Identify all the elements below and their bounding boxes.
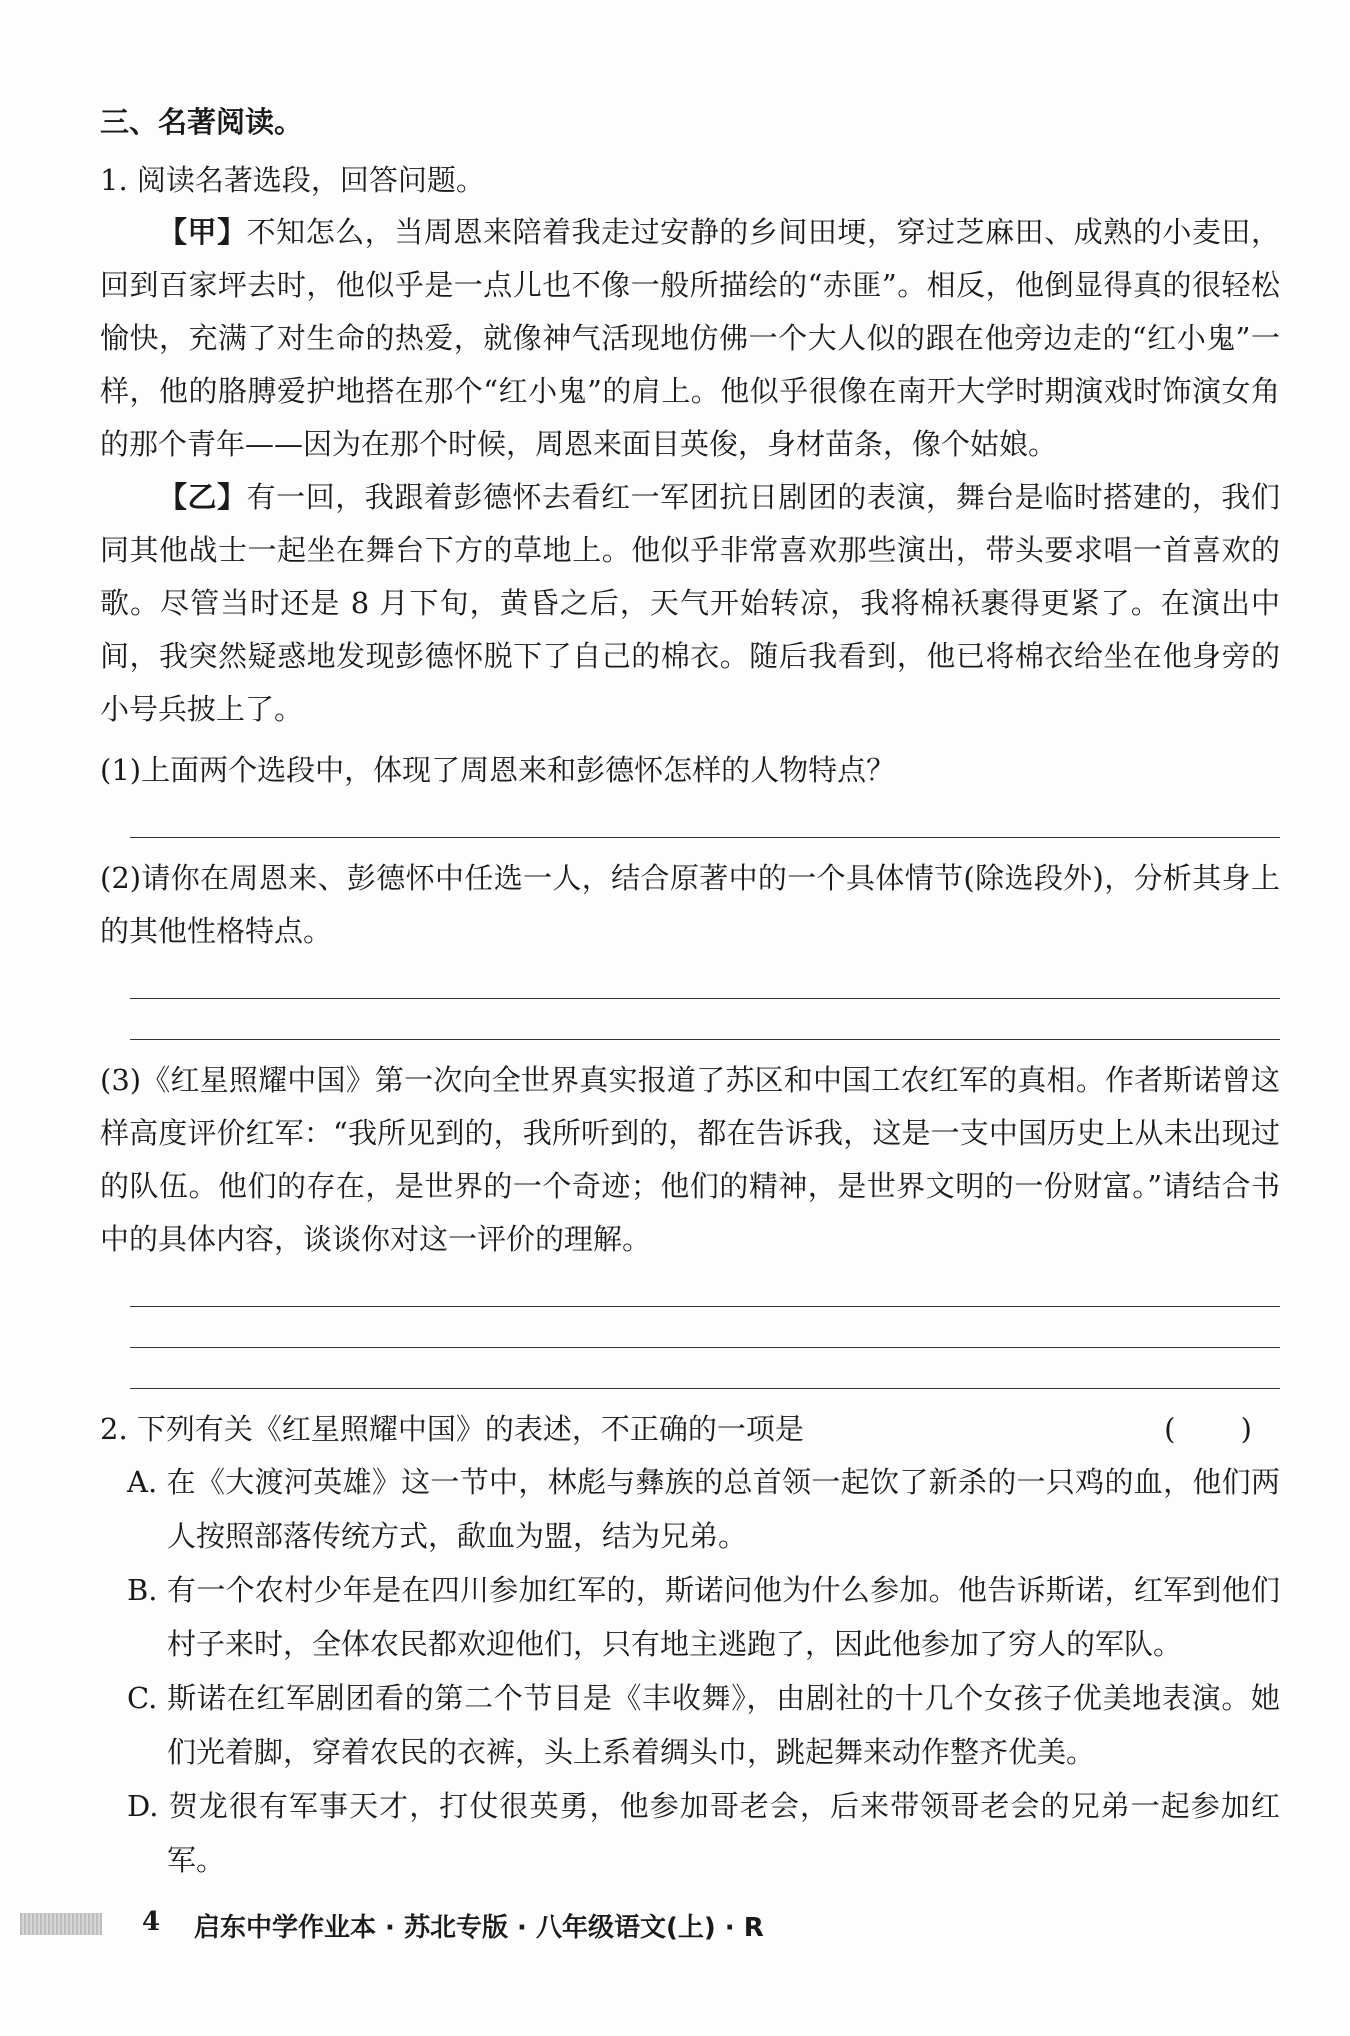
- page-content: [100, 96, 1280, 1887]
- answer-line[interactable]: [130, 1307, 1280, 1348]
- answer-line[interactable]: [130, 1348, 1280, 1389]
- footer-decoration: [20, 1913, 102, 1935]
- sub-question-1: (1)上面两个选段中，体现了周恩来和彭德怀怎样的人物特点？: [100, 753, 896, 787]
- sub-question-2: (2)请你在周恩来、彭德怀中任选一人，结合原著中的一个具体情节(除选段外)，分析其身上的其他性格特点。: [100, 861, 1280, 948]
- option-a: A. 在《大渡河英雄》这一节中，林彪与彝族的总首领一起饮了新杀的一只鸡的血，他们两人按照部落传统方式，歃血为盟，结为兄弟。: [127, 1465, 1280, 1553]
- passage-b-text: 有一回，我跟着彭德怀去看红一军团抗日剧团的表演，舞台是临时搭建的，我们同其他战士一起坐在舞台下方的草地上。他似乎非常喜欢那些演出，带头要求唱一首喜欢的歌。尽管当时还是 8 月下旬，黄昏之后，天气开始转凉，我将棉袄裹得更紧了。在演出中间，我突然疑惑地发现彭德怀脱下了自己的棉衣。随后我看到，他已将棉衣给坐在他身旁的小号兵披上了。: [100, 480, 1280, 726]
- passage-b-tag: 【乙】: [158, 480, 247, 514]
- question-2-stem: 2. 下列有关《红星照耀中国》的表述，不正确的一项是: [100, 1412, 804, 1446]
- section-title: 三、名著阅读。: [100, 105, 304, 139]
- book-title: 启东中学作业本 · 苏北专版 · 八年级语文(上) · R: [194, 1913, 764, 1943]
- page-footer: [0, 1905, 1350, 1945]
- passage-a-text: 不知怎么，当周恩来陪着我走过安静的乡间田埂，穿过芝麻田、成熟的小麦田，回到百家坪去时，他似乎是一点儿也不像一般所描绘的“赤匪”。相反，他倒显得真的很轻松愉快，充满了对生命的热爱，就像神气活现地仿佛一个大人似的跟在他旁边走的“红小鬼”一样，他的胳膊爱护地搭在那个“红小鬼”的肩上。他似乎很像在南开大学时期演戏时饰演女角的那个青年——因为在那个时候，周恩来面目英俊，身材苗条，像个姑娘。: [100, 215, 1280, 461]
- answer-area-3[interactable]: [100, 1266, 1280, 1389]
- answer-line[interactable]: [130, 797, 1280, 838]
- answer-bracket[interactable]: ( ): [1164, 1412, 1280, 1446]
- question-2-stem-row: [100, 1403, 1280, 1455]
- answer-line[interactable]: [130, 999, 1280, 1040]
- option-b: B. 有一个农村少年是在四川参加红军的，斯诺问他为什么参加。他告诉斯诺，红军到他们村子来时，全体农民都欢迎他们，只有地主逃跑了，因此他参加了穷人的军队。: [127, 1573, 1280, 1661]
- answer-line[interactable]: [130, 1266, 1280, 1307]
- page-number: 4: [142, 1907, 161, 1937]
- passage-a-tag: 【甲】: [158, 215, 247, 249]
- answer-area-2[interactable]: [100, 958, 1280, 1040]
- option-d: D. 贺龙很有军事天才，打仗很英勇，他参加哥老会，后来带领哥老会的兄弟一起参加红军。: [127, 1789, 1280, 1877]
- question-1-heading: 1. 阅读名著选段，回答问题。: [100, 163, 485, 197]
- passage-b: [100, 471, 1280, 736]
- passage-a: [100, 206, 1280, 471]
- answer-line[interactable]: [130, 958, 1280, 999]
- option-c: C. 斯诺在红军剧团看的第二个节目是《丰收舞》，由剧社的十几个女孩子优美地表演。她们光着脚，穿着农民的衣裤，头上系着绸头巾，跳起舞来动作整齐优美。: [127, 1681, 1280, 1769]
- answer-area-1[interactable]: [100, 797, 1280, 838]
- sub-question-3: (3)《红星照耀中国》第一次向全世界真实报道了苏区和中国工农红军的真相。作者斯诺曾这样高度评价红军：“我所见到的，我所听到的，都在告诉我，这是一支中国历史上从未出现过的队伍。他们的存在，是世界的一个奇迹；他们的精神，是世界文明的一份财富。”请结合书中的具体内容，谈谈你对这一评价的理解。: [100, 1063, 1280, 1256]
